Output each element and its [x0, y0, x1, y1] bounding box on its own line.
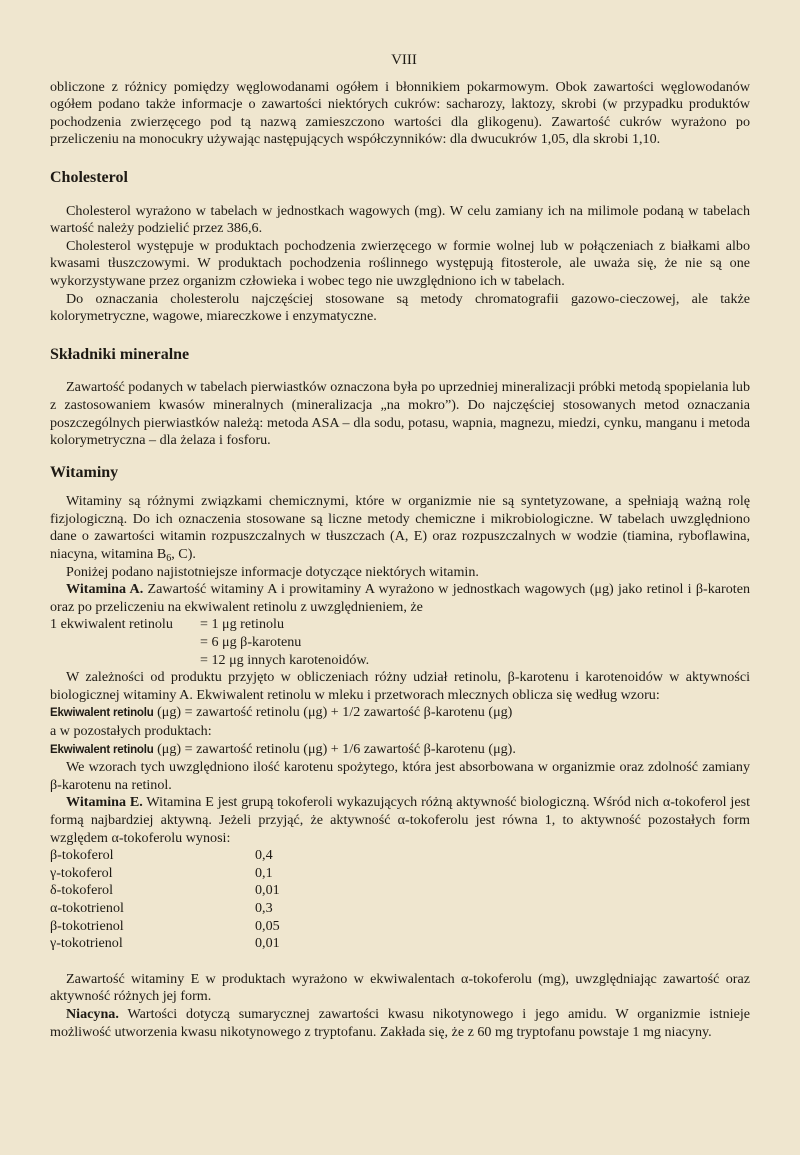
- minerals-heading: Składniki mineralne: [50, 345, 190, 363]
- vitamins-paragraph-2: Poniżej podano najistotniejsze informacje dotyczące niektórych witamin.: [66, 563, 479, 580]
- page-content: [50, 52, 750, 1041]
- table-row: [50, 847, 280, 865]
- table-row: [50, 865, 280, 883]
- vitamin-a-paragraph-3: We wzorach tych uwzględniono ilość karotenu spożytego, która jest absorbowana w organizmie oraz zdolność zamiany β-karotenu na retinol.: [50, 759, 750, 793]
- tocopherol-name: γ-tokoferol: [50, 864, 113, 881]
- spacer: [50, 953, 750, 971]
- table-row: [50, 918, 280, 936]
- equivalence-value-1: = 1 μg retinolu: [200, 616, 285, 633]
- tocopherol-name: γ-tokotrienol: [50, 935, 123, 952]
- tocopherol-value: 0,01: [255, 935, 280, 952]
- vitamin-b6-subscript: 6: [166, 553, 172, 565]
- equivalence-row-3: [50, 652, 750, 670]
- vitamin-a-paragraph: [50, 581, 750, 616]
- other-products-line: a w pozostałych produktach:: [50, 723, 212, 739]
- tocopherol-value: 0,05: [255, 917, 280, 934]
- niacin-text: Wartości dotyczą sumarycznej zawartości kwasu nikotynowego i jego amidu. W organizmie istnieje możliwość utworzenia kwasu nikotynowego z tryptofanu. Zakłada się, że z 60 mg tryptofanu powstaje 1 mg niacyny.: [50, 1005, 750, 1040]
- cholesterol-paragraph-1: Cholesterol wyrażono w tabelach w jednostkach wagowych (mg). W celu zamiany ich na milimole podaną w tabelach wartość należy podzielić przez 386,6.: [50, 202, 750, 237]
- equivalence-row-2: [50, 634, 750, 652]
- formula-2-label: Ekwiwalent retinolu: [50, 743, 154, 756]
- minerals-paragraph: Zawartość podanych w tabelach pierwiastków oznaczona była po uprzedniej mineralizacji próbki metodą spopielania lub z zastosowaniem kwasów mineralnych (mineralizacja „na mokro”). Do najczęściej stosowanych metod oznaczania poszczególnych pierwiastków należą: metoda ASA – dla sodu, potasu, wapnia, magnezu, miedzi, cynku, manganu i metoda kolorymetryczna – dla żelaza i fosforu.: [50, 379, 750, 449]
- tocopherol-name: δ-tokoferol: [50, 882, 113, 899]
- vitamin-a-text: Zawartość witaminy A i prowitaminy A wyrażono w jednostkach wagowych (μg) jako retinol i β-karoten oraz po przeliczeniu na ekwiwalent retinolu z uwzględnieniem, że: [50, 581, 751, 615]
- niacin-paragraph: [50, 1006, 750, 1041]
- formula-1-label: Ekwiwalent retinolu: [50, 707, 154, 720]
- tocopherol-activity-table: [50, 847, 280, 953]
- table-row: [50, 935, 280, 953]
- table-row: [50, 882, 280, 900]
- vitamins-paragraph-1: [50, 493, 750, 563]
- equivalence-value-2: = 6 μg β-karotenu: [200, 634, 302, 651]
- formula-1: [50, 704, 750, 723]
- tocopherol-value: 0,01: [255, 882, 280, 899]
- cholesterol-heading: Cholesterol: [50, 168, 128, 186]
- niacin-label: Niacyna.: [66, 1005, 119, 1022]
- vitamin-e-label: Witamina E.: [66, 794, 143, 811]
- tocopherol-name: β-tokotrienol: [50, 917, 124, 934]
- equivalence-value-3: = 12 μg innych karotenoidów.: [200, 651, 370, 668]
- intro-paragraph: obliczone z różnicy pomiędzy węglowodanami ogółem i błonnikiem pokarmowym. Obok zawartości węglowodanów ogółem podano także informacje o zawartości niektórych cukrów: sacharozy, laktozy, skrobi (w przypadku produktów pochodzenia zwierzęcego pod tą nazwą zamieszczono wartości dla glikogenu). Zawartość cukrów wyrażono po przeliczeniu na monocukry używając następujących współczynników: dla dwucukrów 1,05, dla skrobi 1,10.: [50, 78, 750, 148]
- tocopherol-name: β-tokoferol: [50, 847, 114, 864]
- vitamins-heading: Witaminy: [50, 463, 119, 481]
- vitamins-p1-end: , C).: [171, 546, 196, 563]
- formula-2-text: (μg) = zawartość retinolu (μg) + 1/6 zawartość β-karotenu (μg).: [153, 740, 516, 757]
- tocopherol-value: 0,3: [255, 899, 273, 916]
- vitamin-a-paragraph-2: W zależności od produktu przyjęto w obliczeniach różny udział retinolu, β-karotenu i karotenoidów w aktywności biologicznej witaminy A. Ekwiwalent retinolu w mleku i przetworach mlecznych oblicza się według wzoru:: [50, 669, 750, 703]
- cholesterol-paragraph-2: Cholesterol występuje w produktach pochodzenia zwierzęcego w formie wolnej lub w połączeniach z białkami albo kwasami tłuszczowymi. W produktach pochodzenia roślinnego występują fitosterole, ale uważa się, że nie są one wykorzystywane przez organizm człowieka i wobec tego nie uwzględniono ich w tabelach.: [50, 237, 750, 289]
- vitamins-p1-text: Witaminy są różnymi związkami chemicznymi, które w organizmie nie są syntetyzowane, a spełniają ważną rolę fizjologiczną. Do ich oznaczenia stosowane są liczne metody chemiczne i mikrobiologiczne. W tabelach uwzględniono dane o zawartości witamin rozpuszczalnych w tłuszczach (A, E) oraz rozpuszczalnych w wodzie (tiamina, ryboflawina, niacyna, witamina B: [50, 493, 750, 563]
- formula-1-text: (μg) = zawartość retinolu (μg) + 1/2 zawartość β-karotenu (μg): [153, 704, 513, 721]
- tocopherol-name: α-tokotrienol: [50, 899, 124, 916]
- tocopherol-value: 0,4: [255, 847, 273, 864]
- vitamin-e-paragraph-2: Zawartość witaminy E w produktach wyrażono w ekwiwalentach α-tokoferolu (mg), uwzględniając zawartość oraz aktywność różnych jej form.: [50, 970, 750, 1005]
- vitamin-e-text: Witamina E jest grupą tokoferoli wykazujących różną aktywność biologiczną. Wśród nich α-tokoferol jest formą najbardziej aktywną. Jeżeli przyjąć, że aktywność α-tokoferolu jest równa 1, to aktywność pozostałych form względem α-tokoferolu wynosi:: [50, 794, 751, 846]
- vitamin-e-paragraph: [50, 794, 750, 847]
- cholesterol-paragraph-3: Do oznaczania cholesterolu najczęściej stosowane są metody chromatografii gazowo-cieczowej, ale także kolorymetryczne, wagowe, miareczkowe i enzymatyczne.: [50, 290, 750, 325]
- equivalence-row-1: [50, 616, 750, 634]
- page-number: VIII: [391, 52, 417, 68]
- equivalence-left: 1 ekwiwalent retinolu: [50, 616, 173, 633]
- table-row: [50, 900, 280, 918]
- formula-2: [50, 741, 750, 760]
- vitamin-a-label: Witamina A.: [66, 581, 144, 598]
- tocopherol-value: 0,1: [255, 864, 273, 881]
